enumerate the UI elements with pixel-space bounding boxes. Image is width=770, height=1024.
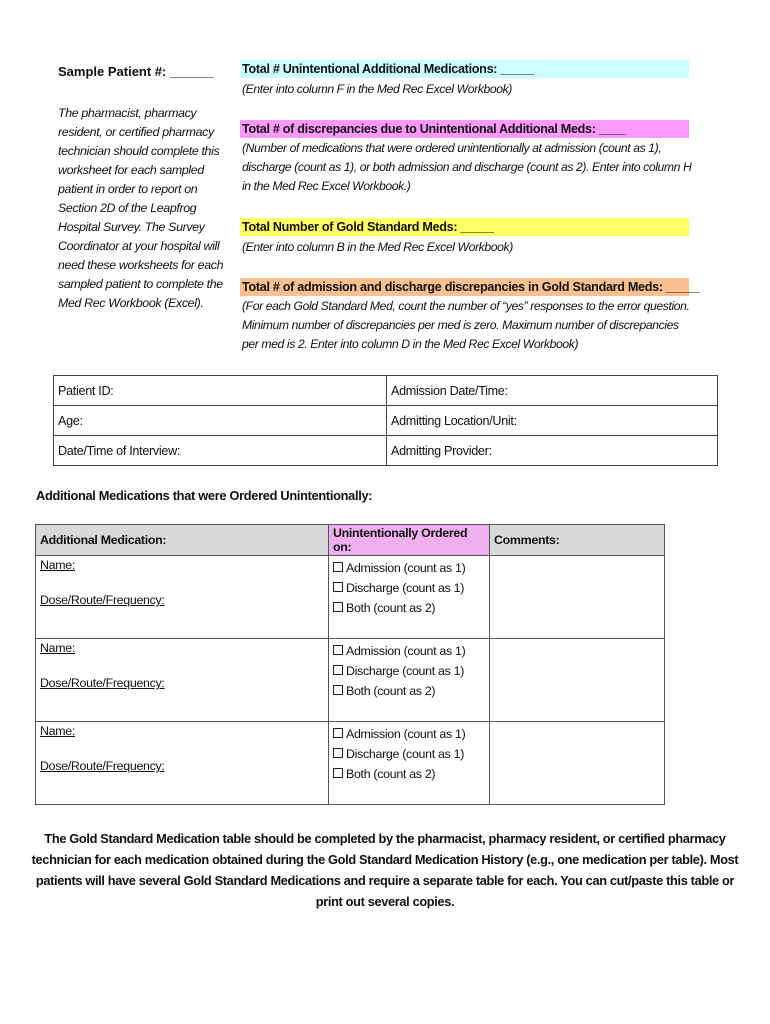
header-comments: Comments: <box>490 525 665 556</box>
option-discharge-label: Discharge (count as 1) <box>346 747 465 761</box>
checkbox-admission[interactable] <box>333 645 343 655</box>
option-both[interactable] <box>333 764 485 784</box>
header-unintentionally-ordered: Unintentionally Ordered on: <box>329 525 490 556</box>
title-gold-standard-discrepancies: Total # of admission and discharge discrepancies in Gold Standard Meds: _____ <box>242 280 700 294</box>
medication-row <box>36 722 665 805</box>
medication-row <box>36 556 665 639</box>
admission-datetime-field[interactable]: Admission Date/Time: <box>387 376 718 406</box>
comments-field[interactable] <box>490 639 665 722</box>
checkbox-discharge[interactable] <box>333 748 343 758</box>
checkbox-both[interactable] <box>333 768 343 778</box>
admitting-location-field[interactable]: Admitting Location/Unit: <box>387 406 718 436</box>
name-field[interactable]: Name: <box>40 641 75 655</box>
checkbox-discharge[interactable] <box>333 582 343 592</box>
intro-instructions: The pharmacist, pharmacy resident, or certified pharmacy technician should complete this worksheet for each sampled patient in order to report on Section 2D of the Leapfrog Hospital Survey. The Survey Coordinator at your hospital will need these worksheets for each sampled patient to complete the Med Rec Workbook (Excel). <box>58 106 224 310</box>
option-discharge[interactable] <box>333 578 485 598</box>
name-field[interactable]: Name: <box>40 724 75 738</box>
option-both-label: Both (count as 2) <box>346 601 436 615</box>
option-discharge-label: Discharge (count as 1) <box>346 581 465 595</box>
checkbox-both[interactable] <box>333 602 343 612</box>
highlight-unintentional-meds <box>240 60 689 78</box>
interview-datetime-field[interactable]: Date/Time of Interview: <box>54 436 387 466</box>
footer-instructions: The Gold Standard Medication table should be completed by the pharmacist, pharmacy resident, or certified pharmacy technician for each medication obtained during the Gold Standard Medication History (e.g., one medication per table). Most patients will have several Gold Standard Medications and require a separate table for each. You can cut/paste this table or print out several copies. <box>31 831 739 909</box>
additional-medications-table <box>35 524 665 805</box>
highlight-gold-standard-meds <box>240 218 689 236</box>
comments-field[interactable] <box>490 722 665 805</box>
option-admission[interactable] <box>333 641 485 661</box>
note-gold-standard-discrepancies: (For each Gold Standard Med, count the number of “yes” responses to the error question. Minimum number of discrepancies per med is zero. Maximum number of discrepancies per med is 2. Enter into column D in the Med Rec Excel Workbook) <box>242 299 690 351</box>
title-gold-standard-meds: Total Number of Gold Standard Meds: _____ <box>242 220 494 234</box>
age-field[interactable]: Age: <box>54 406 387 436</box>
checkbox-admission[interactable] <box>333 728 343 738</box>
patient-info-table <box>53 375 718 466</box>
option-both-label: Both (count as 2) <box>346 767 436 781</box>
option-admission-label: Admission (count as 1) <box>346 727 466 741</box>
name-field[interactable]: Name: <box>40 558 75 572</box>
patient-id-field[interactable]: Patient ID: <box>54 376 387 406</box>
sample-patient-label: Sample Patient #: ______ <box>58 64 214 79</box>
option-admission[interactable] <box>333 558 485 578</box>
option-discharge[interactable] <box>333 661 485 681</box>
checkbox-admission[interactable] <box>333 562 343 572</box>
title-unintentional-meds: Total # Unintentional Additional Medications: _____ <box>242 62 534 76</box>
additional-meds-heading: Additional Medications that were Ordered Unintentionally: <box>36 488 373 503</box>
comments-field[interactable] <box>490 556 665 639</box>
title-discrepancies-unintentional: Total # of discrepancies due to Unintentional Additional Meds: ____ <box>242 122 626 136</box>
dose-route-frequency-field[interactable]: Dose/Route/Frequency: <box>40 759 165 773</box>
highlight-discrepancies-unintentional <box>240 120 689 138</box>
option-both[interactable] <box>333 598 485 618</box>
note-unintentional-meds: (Enter into column F in the Med Rec Excel Workbook) <box>242 82 512 96</box>
checkbox-both[interactable] <box>333 685 343 695</box>
dose-route-frequency-field[interactable]: Dose/Route/Frequency: <box>40 593 165 607</box>
option-discharge[interactable] <box>333 744 485 764</box>
note-gold-standard-meds: (Enter into column B in the Med Rec Excel Workbook) <box>242 240 513 254</box>
option-both[interactable] <box>333 681 485 701</box>
option-admission-label: Admission (count as 1) <box>346 644 466 658</box>
highlight-gold-standard-discrepancies <box>240 278 700 296</box>
note-discrepancies-unintentional: (Number of medications that were ordered unintentionally at admission (count as 1), discharge (count as 1), or both admission and discharge (count as 2). Enter into column H in the Med Rec Excel Workbook.) <box>242 141 692 193</box>
header-additional-medication: Additional Medication: <box>36 525 329 556</box>
option-admission-label: Admission (count as 1) <box>346 561 466 575</box>
medication-row <box>36 639 665 722</box>
option-discharge-label: Discharge (count as 1) <box>346 664 465 678</box>
option-admission[interactable] <box>333 724 485 744</box>
dose-route-frequency-field[interactable]: Dose/Route/Frequency: <box>40 676 165 690</box>
admitting-provider-field[interactable]: Admitting Provider: <box>387 436 718 466</box>
option-both-label: Both (count as 2) <box>346 684 436 698</box>
checkbox-discharge[interactable] <box>333 665 343 675</box>
